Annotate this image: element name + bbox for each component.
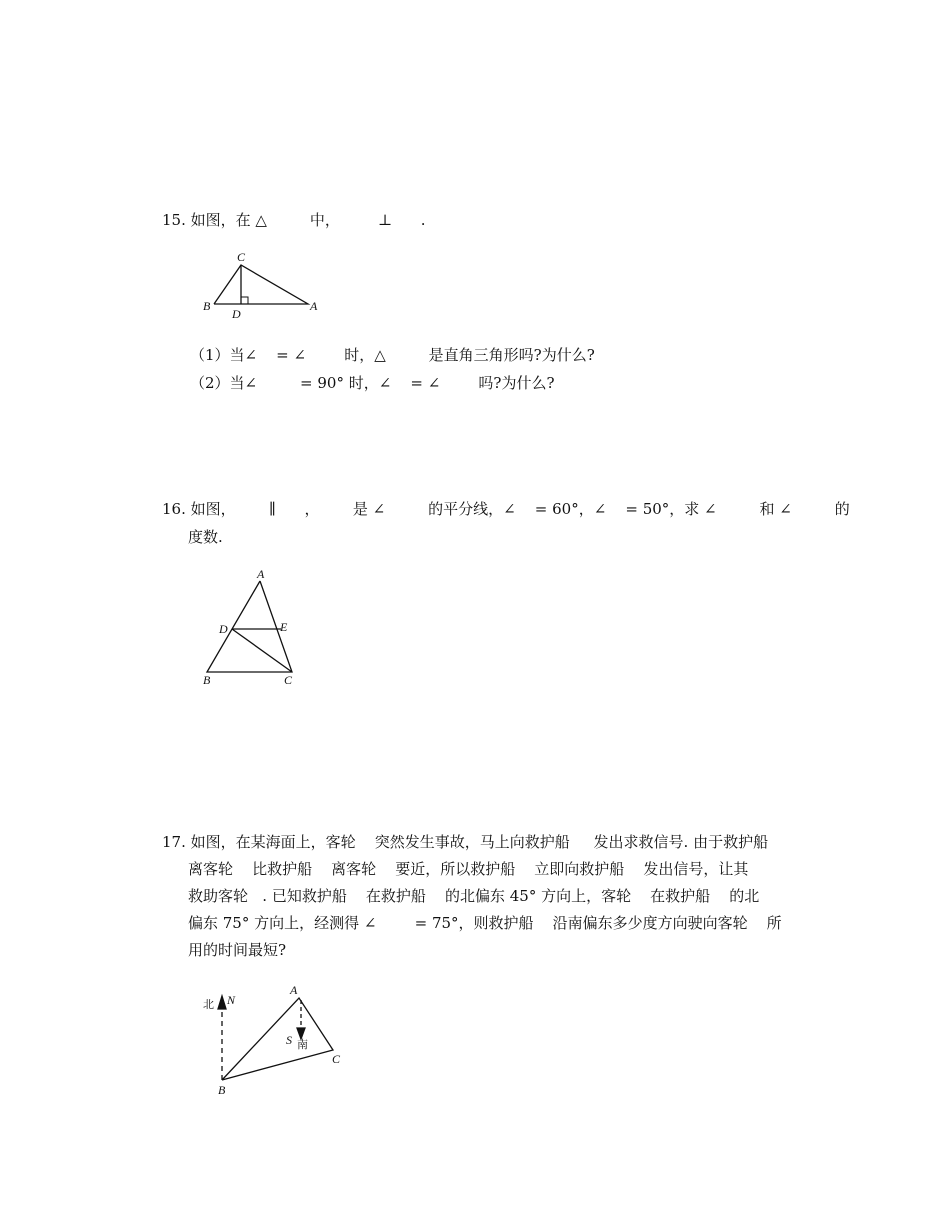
q15-part1: （1）当∠ = ∠ 时，△ 是直角三角形吗?为什么? <box>190 346 595 364</box>
q15-label-c: C <box>237 250 246 264</box>
q16-label-c: C <box>284 673 293 687</box>
q17-label-s: S <box>286 1033 292 1047</box>
q15-label-b: B <box>203 299 211 313</box>
q17-line4: 偏东 75° 方向上，经测得 ∠ = 75°，则救护船 沿南偏东多少度方向驶向客轮 所 <box>188 914 782 932</box>
q16-line1: 16. 如图， ∥ ， 是 ∠ 的平分线，∠ = 60°，∠ = 50°，求 ∠ 和 ∠ 的 <box>162 500 850 518</box>
q16-line2: 度数. <box>188 528 223 546</box>
q16-segment-dc <box>232 629 292 672</box>
q15-triangle <box>214 265 308 304</box>
q17-label-north-cn: 北 <box>203 998 214 1011</box>
q15-right-angle-mark <box>241 297 248 304</box>
q16-label-a: A <box>257 567 265 581</box>
north-arrow-icon <box>218 996 226 1009</box>
q17-line2: 离客轮 比救护船 离客轮 要近，所以救护船 立即向救护船 发出信号，让其 <box>188 860 749 878</box>
q15-stem: 15. 如图，在 △ 中， ⊥ . <box>162 211 426 229</box>
q17-line5: 用的时间最短? <box>188 941 287 959</box>
q17-label-b: B <box>218 1083 226 1097</box>
q17-label-c: C <box>332 1052 341 1066</box>
q16-figure <box>195 565 315 690</box>
q17-line3: 救助客轮 . 已知救护船 在救护船 的北偏东 45° 方向上，客轮 在救护船 的北 <box>188 887 760 905</box>
q17-line1: 17. 如图，在某海面上，客轮 突然发生事故，马上向救护船 发出求救信号. 由于救护船 <box>162 833 769 851</box>
q16-label-b: B <box>203 673 211 687</box>
q17-label-a: A <box>290 983 298 997</box>
q17-figure <box>195 980 355 1100</box>
q15-part2: （2）当∠ = 90° 时，∠ = ∠ 吗?为什么? <box>190 374 555 392</box>
q16-label-d: D <box>219 622 228 636</box>
q15-label-a: A <box>310 299 318 313</box>
q17-triangle <box>222 998 333 1080</box>
q17-label-n: N <box>227 993 236 1007</box>
q16-label-e: E <box>280 620 288 634</box>
q15-label-d: D <box>232 307 241 321</box>
q17-label-south-cn: 南 <box>297 1038 308 1051</box>
q15-figure <box>195 248 335 326</box>
